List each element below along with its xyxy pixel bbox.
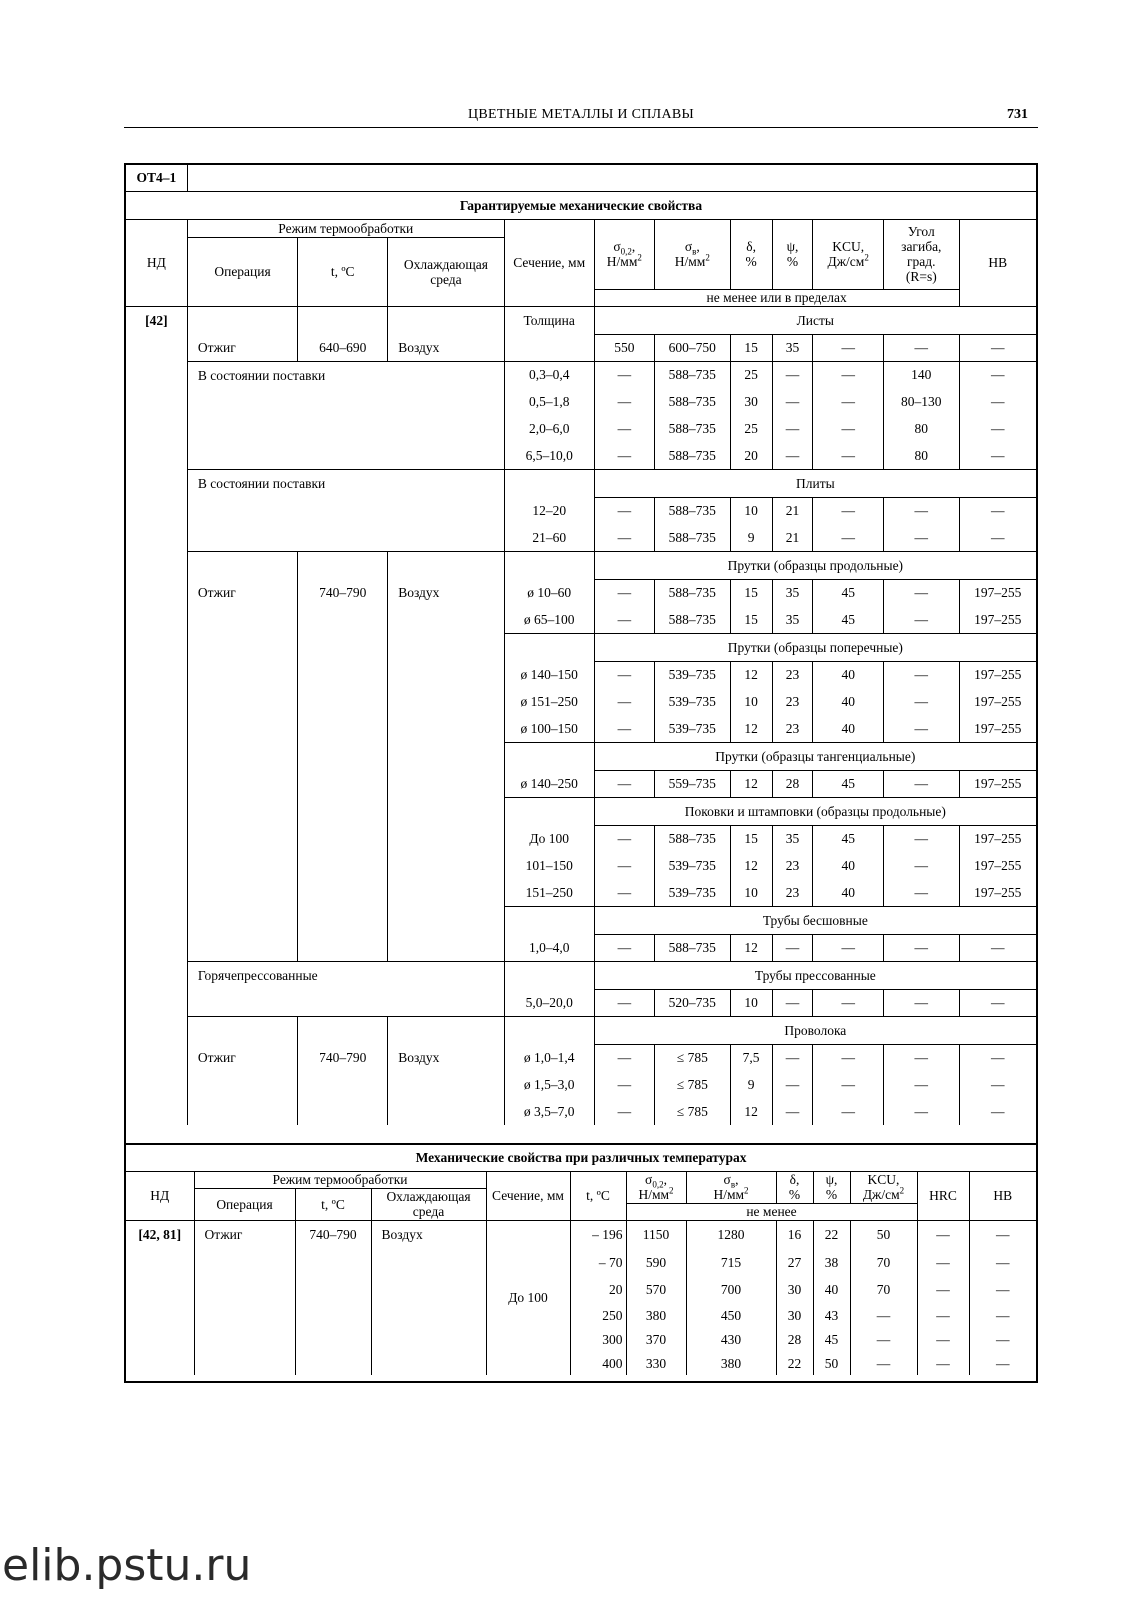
table-cell: — [917,1303,969,1327]
table-cell: 588–735 [654,415,730,442]
header-kcu: KCU, $Дж/см^2$ [850,1171,917,1203]
table-cell: 10 [730,989,772,1016]
table-cell: 197–255 [959,770,1036,797]
table-cell: 40 [813,661,884,688]
table-cell: 0,3–0,4 [504,361,594,388]
header-psi: ψ, % [772,219,813,289]
table-cell: 10 [730,688,772,715]
anneal-temp: 640–690 [298,334,388,361]
table-cell: — [813,1044,884,1071]
group-tubes-seamless: Трубы бесшовные [594,906,1036,934]
table-cell: 35 [772,606,813,633]
table-cell: 588–735 [654,579,730,606]
operation-as-delivered: В состоянии поставки [187,361,504,469]
section-size: До 100 [486,1220,570,1375]
nd-reference: [42] [126,306,187,1125]
table-cell: — [772,989,813,1016]
header-section: Сечение, мм [504,219,594,306]
cooling-medium: Воздух [388,334,505,361]
table-cell: 9 [730,524,772,551]
table-cell: 300 [570,1327,626,1351]
table-cell: — [772,415,813,442]
table-cell: — [883,934,959,961]
table-cell: 197–255 [974,694,1022,709]
table-cell: 588–735 [654,361,730,388]
table-cell: — [883,497,959,524]
table-cell: 70 [850,1249,917,1276]
group-forgings: Поковки и штамповки (образцы продольные) [594,797,1036,825]
table-cell: — [594,879,654,906]
section1-title: Гарантируемые механические свойства [126,191,1036,219]
watermark: elib.pstu.ru [2,1540,252,1591]
table-cell: 700 [686,1276,776,1303]
table-cell: — [883,1098,959,1125]
header-bend-angle: Угол загиба, град. (R=s) [883,219,959,289]
table-cell: 12 [730,852,772,879]
table-cell: 588–735 [654,497,730,524]
table-cell: — [594,524,654,551]
table-cell: — [594,934,654,961]
table-cell: 197–255 [974,611,1022,627]
table-cell: 12–20 [504,497,594,524]
table-cell: 21 [772,524,813,551]
page-header [124,107,1038,128]
table-cell: — [991,529,1005,545]
table-cell: — [883,606,959,633]
table-cell: 430 [686,1327,776,1351]
table-cell: 15 [730,579,772,606]
table-cell: 21 [772,497,813,524]
table-cell: 370 [626,1327,686,1351]
table-cell: — [850,1303,917,1327]
table-cell: 10 [730,497,772,524]
table-cell: 1280 [686,1220,776,1249]
table-cell: 35 [772,579,813,606]
header-sigma02: $\sigma_{0,2}$, $Н/мм^2$ [626,1171,686,1203]
alloy-blank-cell [187,165,1036,191]
nd-reference: [42, 81] [126,1220,194,1375]
table-cell: — [883,661,959,688]
table-cell: 50 [813,1351,850,1375]
table-cell: — [917,1249,969,1276]
alloy-grade: ОТ4–1 [126,165,187,191]
table-cell: 6,5–10,0 [504,442,594,469]
table-cell: 1150 [626,1220,686,1249]
table-cell: 600–750 [654,334,730,361]
table-cell: — [772,934,813,961]
header-temperature: t, ºC [298,237,388,306]
table-cell: — [969,1220,1036,1249]
table-cell: 20 [570,1276,626,1303]
cooling-medium: Воздух [388,1044,505,1071]
table-cell: — [959,934,1036,961]
table-cell: 5,0–20,0 [504,989,594,1016]
table-cell: — [594,606,654,633]
table-cell: 40 [813,879,884,906]
table-cell: — [883,1044,959,1071]
table-cell: 12 [730,661,772,688]
header-operation: Операция [194,1188,295,1220]
header-hb: НВ [993,1188,1013,1203]
table-cell: ø 1,0–1,4 [504,1044,594,1071]
table-cell: — [594,361,654,388]
table-cell: — [991,1104,1005,1119]
table-cell: — [594,688,654,715]
operation-anneal: Отжиг [187,334,297,361]
table-cell: 23 [772,661,813,688]
table-cell: 588–735 [654,388,730,415]
table-cell: 590 [626,1249,686,1276]
table-cell: — [594,1098,654,1125]
table-cell: 250 [570,1303,626,1327]
table-cell: — [594,661,654,688]
anneal-temp: 740–790 [298,579,388,606]
table-cell: — [959,497,1036,524]
table-cell: 197–255 [959,825,1036,852]
table-cell: 151–250 [504,879,594,906]
table-cell: 197–255 [959,579,1036,606]
table-cell: 30 [776,1276,813,1303]
table-cell: 40 [813,852,884,879]
table-cell: 35 [772,825,813,852]
group-sheets: Листы [594,306,1036,334]
table-cell: 400 [570,1351,626,1375]
header-cooling-medium: Охлаждающая среда [388,237,505,306]
header-not-less: не менее [626,1203,917,1220]
table-cell: — [813,388,884,415]
table-cell: 22 [776,1351,813,1375]
table-cell: 40 [813,688,884,715]
table-cell: — [813,934,884,961]
table-cell: — [917,1276,969,1303]
table-cell: 2,0–6,0 [504,415,594,442]
table-cell: — [996,1282,1010,1297]
table-cell: 588–735 [654,442,730,469]
table-cell: — [594,388,654,415]
table-cell: 50 [850,1220,917,1249]
table-cell: 539–735 [654,661,730,688]
table-cell: ø 3,5–7,0 [504,1098,594,1125]
table-cell: 588–735 [654,524,730,551]
table-cell: — [883,688,959,715]
table-cell: — [813,334,884,361]
table-cell: — [883,770,959,797]
table-cell: — [594,442,654,469]
table-cell: 15 [730,334,772,361]
table-cell: 15 [730,825,772,852]
table-cell: — [883,334,959,361]
header-sigmab: $\sigma_в$, $Н/мм^2$ [654,219,730,289]
table-cell: — [883,524,959,551]
group-plates: Плиты [594,469,1036,497]
table-cell: — [813,1071,884,1098]
page-number: 731 [1007,107,1028,122]
header-temperature: t, ºC [295,1188,371,1220]
table-cell: — [959,989,1036,1016]
table-cell: 101–150 [504,852,594,879]
table-cell: — [813,524,884,551]
table-cell: — [883,879,959,906]
table-cell: 1,0–4,0 [504,934,594,961]
table-cell: ø 100–150 [504,715,594,742]
table-cell: ≤ 785 [654,1044,730,1071]
table-cell: 570 [626,1276,686,1303]
table-cell: 0,5–1,8 [504,388,594,415]
table-cell: — [883,715,959,742]
table-cell: 550 [594,334,654,361]
table-cell: ø 1,5–3,0 [504,1071,594,1098]
anneal-temp: 740–790 [295,1220,371,1375]
table-cell: 559–735 [654,770,730,797]
header-sigma02: $\sigma_{0,2}$, $Н/мм^2$ [594,219,654,289]
group-bars-longitudinal: Прутки (образцы продольные) [594,551,1036,579]
table-cell: – 70 [570,1249,626,1276]
header-cooling-medium: Охлаждающая среда [371,1188,486,1220]
table-cell: 23 [772,715,813,742]
table-cell: 588–735 [654,825,730,852]
table-cell: — [813,1098,884,1125]
table-cell: — [772,1071,813,1098]
table-cell: 28 [772,770,813,797]
header-kcu: KCU, $Дж/см^2$ [813,219,884,289]
table-cell: До 100 [504,825,594,852]
table-cell: — [996,1307,1010,1323]
operation-anneal: Отжиг [194,1220,295,1375]
table-cell: 21–60 [504,524,594,551]
table-cell: 12 [730,1098,772,1125]
table-cell: — [594,989,654,1016]
header-not-less: не менее или в пределах [594,289,959,306]
header-psi: ψ, % [813,1171,850,1203]
header-nd: НД [126,1171,194,1220]
header-delta: δ, % [730,219,772,289]
group-bars-tangential: Прутки (образцы тангенциальные) [594,742,1036,770]
table-cell: ≤ 785 [654,1098,730,1125]
table-cell: ≤ 785 [654,1071,730,1098]
table-cell: 45 [813,1327,850,1351]
table-cell: 35 [772,334,813,361]
table-cell: — [883,989,959,1016]
operation-as-delivered: В состоянии поставки [187,469,504,551]
operation-anneal: Отжиг [187,579,297,606]
table-cell: 520–735 [654,989,730,1016]
table-cell: — [813,989,884,1016]
header-hrc: HRC [917,1171,969,1220]
table-cell: — [772,361,813,388]
header-hb: НВ [988,255,1008,270]
table-cell: — [813,361,884,388]
table-cell: — [959,1044,1036,1071]
table-cell: 45 [813,606,884,633]
table-cell: — [991,1077,1005,1092]
anneal-temp: 740–790 [298,1044,388,1071]
table-cell: – 196 [570,1220,626,1249]
table-cell: 43 [813,1303,850,1327]
table-cell: 40 [813,715,884,742]
table-cell: 20 [730,442,772,469]
operation-anneal: Отжиг [187,1044,297,1071]
table-cell: — [772,442,813,469]
table-cell: 539–735 [654,715,730,742]
temperature-properties-table [126,1143,1036,1375]
cooling-medium: Воздух [388,579,505,606]
table-cell: — [996,1255,1010,1270]
table-cell: ø 151–250 [504,688,594,715]
table-cell: 330 [626,1351,686,1375]
table-cell: 80 [883,415,959,442]
table-cell: — [594,852,654,879]
table-cell: — [991,394,1005,409]
table-cell: — [991,421,1005,436]
table-cell: 30 [776,1303,813,1327]
table-cell: — [594,415,654,442]
table-cell: ø 140–250 [504,770,594,797]
properties-table [124,163,1038,1383]
header-sigmab: $\sigma_в$, $Н/мм^2$ [686,1171,776,1203]
table-cell: 10 [730,879,772,906]
table-cell: 38 [813,1249,850,1276]
table-cell: — [772,388,813,415]
header-section: Сечение, мм [486,1171,570,1220]
table-cell: 197–255 [959,661,1036,688]
table-cell: 45 [813,825,884,852]
operation-hot-pressed: Горячепрессованные [187,961,504,989]
guaranteed-properties-table [126,165,1036,1125]
table-cell: — [594,1044,654,1071]
thickness-label: Толщина [504,306,594,334]
table-cell: 539–735 [654,688,730,715]
table-cell: — [813,442,884,469]
table-cell: 197–255 [974,884,1022,900]
table-cell: 23 [772,852,813,879]
table-cell: — [594,1071,654,1098]
table-cell: — [594,715,654,742]
table-cell: — [594,497,654,524]
cooling-medium: Воздух [371,1220,486,1375]
table-cell: 80 [883,442,959,469]
table-cell: ø 65–100 [504,606,594,633]
table-cell: 15 [730,606,772,633]
header-delta: δ, % [776,1171,813,1203]
table-cell: 12 [730,934,772,961]
table-cell: — [996,1355,1010,1371]
table-cell: 25 [730,415,772,442]
table-cell: — [883,1071,959,1098]
table-cell: 22 [813,1220,850,1249]
group-tubes-pressed: Трубы прессованные [594,961,1036,989]
table-cell: — [850,1327,917,1351]
table-cell: 30 [730,388,772,415]
header-operation: Операция [187,237,297,306]
table-cell: 23 [772,688,813,715]
table-cell: 45 [813,770,884,797]
table-cell: 715 [686,1249,776,1276]
table-cell: — [813,497,884,524]
table-cell: ø 140–150 [504,661,594,688]
table-cell: 539–735 [654,879,730,906]
section2-title: Механические свойства при различных температурах [126,1144,1036,1171]
table-cell: 70 [850,1276,917,1303]
table-cell: 28 [776,1327,813,1351]
header-nd: НД [126,219,187,306]
table-cell: 12 [730,715,772,742]
running-title: ЦВЕТНЫЕ МЕТАЛЛЫ И СПЛАВЫ [468,107,694,122]
table-cell: — [772,1044,813,1071]
table-cell: — [917,1220,969,1249]
table-cell: 23 [772,879,813,906]
table-cell: — [959,361,1036,388]
table-cell: 40 [813,1276,850,1303]
table-cell: 197–255 [974,720,1022,736]
table-cell: — [850,1351,917,1375]
table-cell: 140 [883,361,959,388]
table-cell: ø 10–60 [504,579,594,606]
group-wire: Проволока [594,1016,1036,1044]
header-test-temperature: t, ºC [570,1171,626,1220]
table-cell: 539–735 [654,852,730,879]
header-heat-treatment: Режим термообработки [187,219,504,237]
table-cell: — [996,1331,1010,1347]
table-cell: 588–735 [654,934,730,961]
table-cell: — [991,447,1005,463]
table-cell: 7,5 [730,1044,772,1071]
table-cell: 27 [776,1249,813,1276]
table-cell: — [594,825,654,852]
table-cell: — [917,1351,969,1375]
header-heat-treatment: Режим термообработки [194,1171,486,1188]
table-cell: 588–735 [654,606,730,633]
table-cell: 380 [626,1303,686,1327]
table-cell: — [883,825,959,852]
group-bars-transverse: Прутки (образцы поперечные) [594,633,1036,661]
table-cell: — [883,852,959,879]
table-cell: — [772,1098,813,1125]
table-cell: 25 [730,361,772,388]
table-cell: — [883,579,959,606]
table-cell: 450 [686,1303,776,1327]
table-cell: 16 [776,1220,813,1249]
table-cell: — [813,415,884,442]
table-cell: 45 [813,579,884,606]
table-cell: — [959,334,1036,361]
table-cell: 80–130 [883,388,959,415]
table-cell: — [917,1327,969,1351]
table-cell: 12 [730,770,772,797]
table-cell: — [594,579,654,606]
table-cell: 9 [730,1071,772,1098]
table-cell: 380 [686,1351,776,1375]
table-cell: — [594,770,654,797]
table-cell: 197–255 [974,858,1022,873]
